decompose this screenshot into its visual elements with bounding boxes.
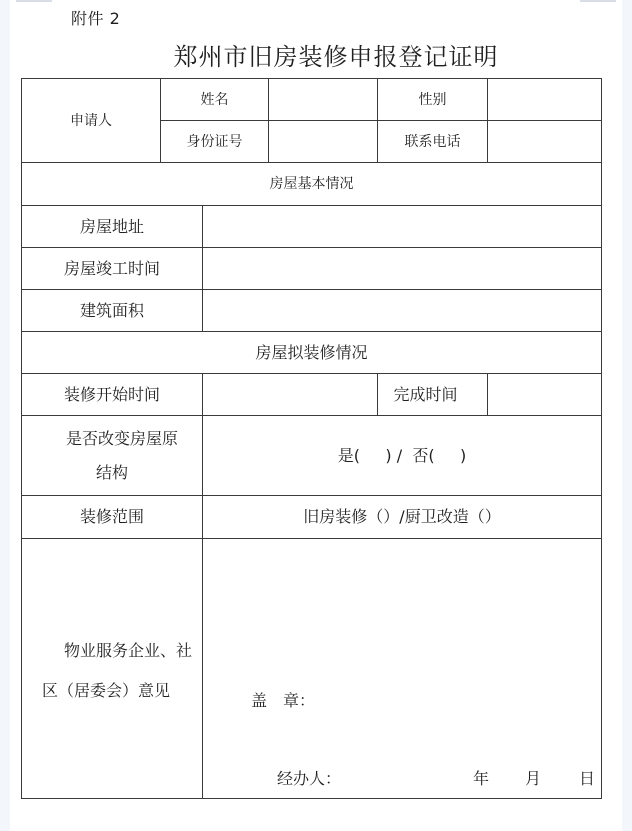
page-edge-mark	[16, 0, 52, 2]
id-number-value-cell[interactable]	[269, 121, 378, 163]
table-row	[22, 206, 602, 248]
renovation-start-label: 装修开始时间	[22, 374, 203, 416]
renovation-start-value-cell[interactable]	[203, 374, 378, 416]
registration-form-table	[21, 78, 602, 799]
seal-label-part-1: 盖	[251, 691, 268, 710]
opinion-label-line-2: 区（居委会）意见	[42, 681, 171, 700]
attachment-number: 附件 2	[71, 9, 121, 28]
gender-label: 性别	[378, 79, 488, 121]
structure-change-label-line-1: 是否改变房屋原	[66, 428, 179, 448]
seal-line	[251, 689, 315, 713]
gender-value-cell[interactable]	[488, 79, 602, 121]
table-row	[22, 163, 602, 206]
date-year-label: 年	[473, 769, 490, 788]
finish-time-label: 完成时间	[378, 374, 488, 416]
building-area-label: 建筑面积	[22, 290, 203, 332]
opinion-label-line-1: 物业服务企业、社	[64, 641, 193, 660]
house-basic-section-header: 房屋基本情况	[22, 163, 602, 206]
renovation-scope-choice[interactable]: 旧房装修（）/厨卫改造（）	[203, 496, 602, 539]
structure-change-label-line-2: 结构	[96, 462, 129, 482]
house-address-label: 房屋地址	[22, 206, 203, 248]
completion-time-label: 房屋竣工时间	[22, 248, 203, 290]
page-edge-mark	[580, 0, 616, 2]
name-label: 姓名	[161, 79, 269, 121]
renovation-section-header: 房屋拟装修情况	[22, 332, 602, 374]
seal-label-part-2: 章：	[283, 691, 316, 710]
structure-change-label	[22, 416, 203, 496]
date-month-label: 月	[525, 769, 542, 788]
table-row	[22, 374, 602, 416]
finish-time-value-cell[interactable]	[488, 374, 602, 416]
applicant-label: 申请人	[22, 79, 161, 163]
opinion-label-cell	[22, 539, 203, 799]
document-title: 郑州市旧房装修申报登记证明	[173, 43, 499, 71]
id-number-label: 身份证号	[161, 121, 269, 163]
completion-time-value-cell[interactable]	[203, 248, 602, 290]
opinion-content-cell[interactable]	[203, 539, 602, 799]
date-day-label: 日	[579, 769, 596, 788]
table-row	[22, 539, 602, 799]
table-row	[22, 79, 602, 121]
name-value-cell[interactable]	[269, 79, 378, 121]
table-row	[22, 496, 602, 539]
handler-label: 经办人：	[277, 769, 342, 788]
structure-change-choice[interactable]: 是( ) / 否( )	[203, 416, 602, 496]
building-area-value-cell[interactable]	[203, 290, 602, 332]
phone-label: 联系电话	[378, 121, 488, 163]
table-row	[22, 416, 602, 496]
house-address-value-cell[interactable]	[203, 206, 602, 248]
renovation-scope-label: 装修范围	[22, 496, 203, 539]
table-row	[22, 248, 602, 290]
table-row	[22, 332, 602, 374]
phone-value-cell[interactable]	[488, 121, 602, 163]
table-row	[22, 290, 602, 332]
